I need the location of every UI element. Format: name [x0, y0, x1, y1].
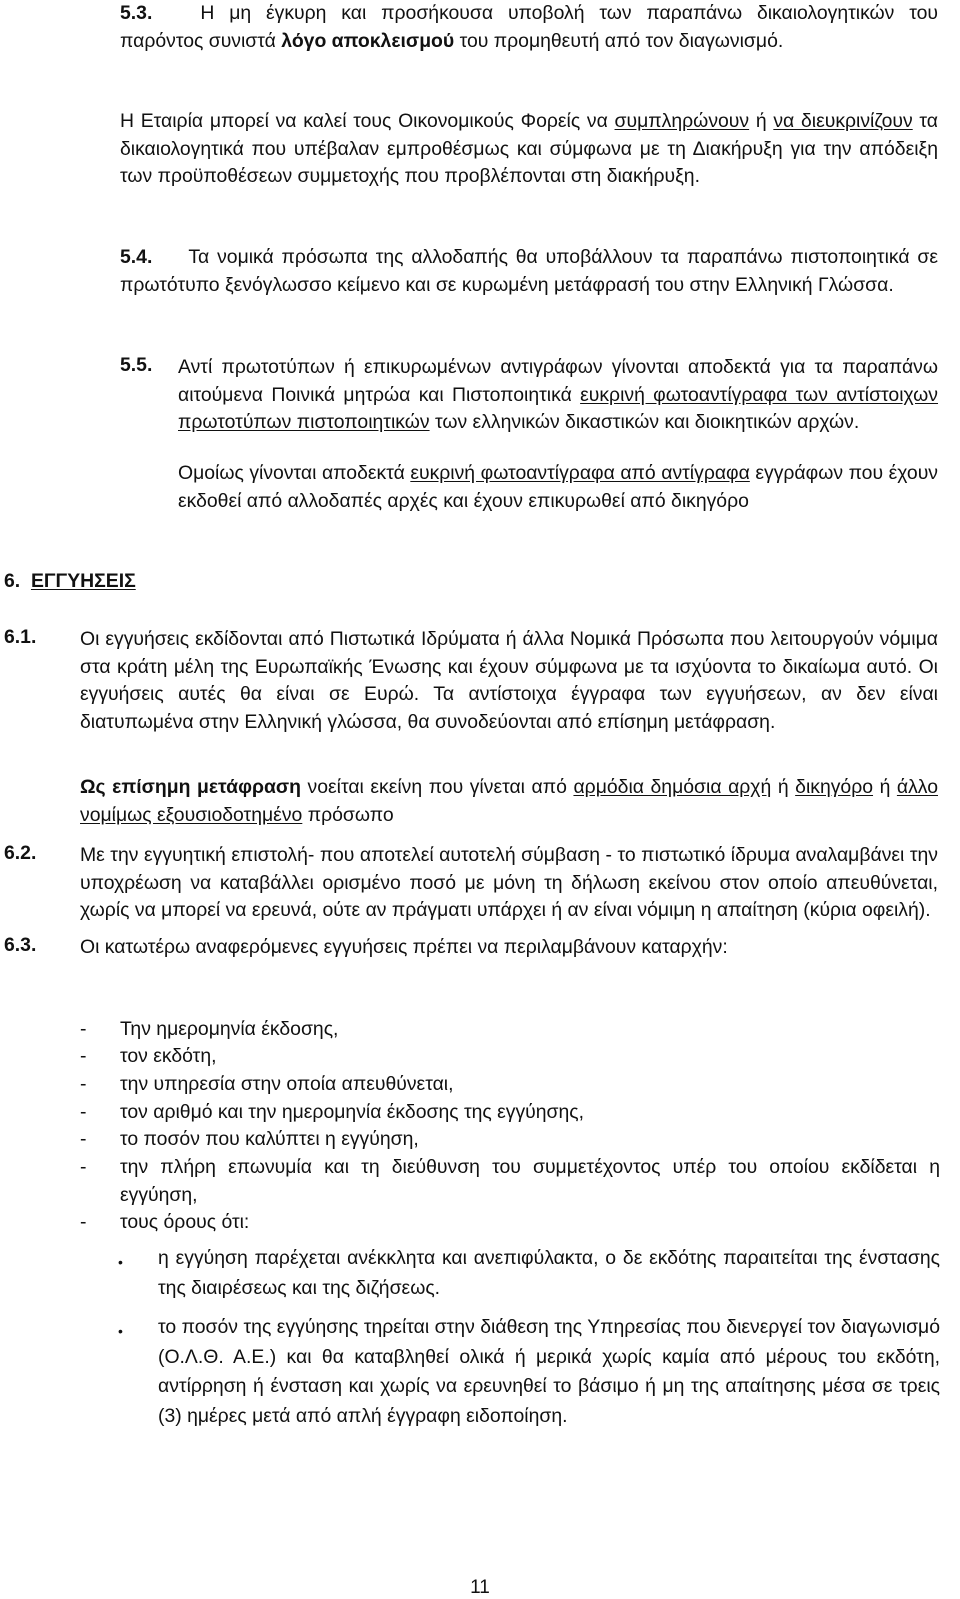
bullet-item: το ποσόν της εγγύησης τηρείται στην διάθεση της Υπηρεσίας που διενεργεί τον διαγωνισμό (Ο.Λ.Θ. Α.Ε.) και θα καταβληθεί ολικά ή μερικά χωρίς καμία από μέρους του εκδότη, αντίρρηση ή ένσταση και χωρίς να ερευνηθεί το βάσιμο ή μη της απαίτησης μέσα σε τρεις (3) ημέρες μετά από απλή έγγραφη ειδοποίηση. — [158, 1316, 940, 1427]
underline-photocopies-of-copies: ευκρινή φωτοαντίγραφα από αντίγραφα — [410, 462, 750, 484]
section-6-title: ΕΓΓΥΗΣΕΙΣ — [30, 570, 136, 592]
list-item: το ποσόν που καλύπτει η εγγύηση, — [120, 1128, 419, 1150]
section-6-1-number: 6.1. — [4, 626, 37, 648]
list-item: τον αριθμό και την ημερομηνία έκδοσης της εγγύησης, — [120, 1101, 585, 1123]
list-dash: - — [80, 1211, 87, 1233]
list-dash: - — [80, 1073, 87, 1095]
section-6-1-para2: Ως επίσημη μετάφραση νοείται εκείνη που γίνεται από αρμόδια δημόσια αρχή ή δικηγόρο ή άλλο νομίμως εξουσιοδοτημένο πρόσωπο — [80, 776, 938, 826]
section-6-3-intro: Οι κατωτέρω αναφερόμενες εγγυήσεις πρέπει να περιλαμβάνουν καταρχήν: — [80, 936, 728, 958]
list-item: Την ημερομηνία έκδοσης, — [120, 1018, 339, 1040]
section-5-3-para1: 5.3. Η μη έγκυρη και προσήκουσα υποβολή των παραπάνω δικαιολογητικών του παρόντος συνιστά λόγο αποκλεισμού του προμηθευτή από τον διαγωνισμό. — [120, 2, 938, 52]
section-6-number: 6. — [4, 570, 21, 592]
section-5-5-para2: Ομοίως γίνονται αποδεκτά ευκρινή φωτοαντίγραφα από αντίγραφα εγγράφων που έχουν εκδοθεί από αλλοδαπές αρχές και έχουν επικυρωθεί από δικηγόρο — [178, 462, 938, 512]
section-5-3-para2: Η Εταιρία μπορεί να καλεί τους Οικονομικούς Φορείς να συμπληρώνουν ή να διευκρινίζουν τα δικαιολογητικά που υπέβαλαν εμπροθέσμως και σύμφωνα με τη Διακήρυξη για την απόδειξη των προϋποθέσεων συμμετοχής που προβλέπονται στη διακήρυξη. — [120, 110, 939, 187]
section-5-5-number: 5.5. — [120, 354, 153, 376]
section-6-2-text: Με την εγγυητική επιστολή- που αποτελεί αυτοτελή σύμβαση - το πιστωτικό ίδρυμα αναλαμβάνει την υποχρέωση να καταβάλλει ορισμένο ποσό με μόνη τη δήλωση εκείνου στον οποίο απευθύνεται, χωρίς να μπορεί να ερευνά, ούτε αν πράγματι υπάρχει ή αν είναι νόμιμη η απαίτηση (κύρια οφειλή). — [80, 844, 938, 921]
page-number: 11 — [470, 1577, 490, 1598]
list-dash: - — [80, 1101, 87, 1123]
section-6-1-para1: Οι εγγυήσεις εκδίδονται από Πιστωτικά Ιδρύματα ή άλλα Νομικά Πρόσωπα που λειτουργούν νόμιμα στα κράτη μέλη της Ευρωπαϊκής Ένωσης και έχουν σύμφωνα με τα ισχύοντα το δικαίωμα αυτό. Οι εγγυήσεις αυτές θα είναι σε Ευρώ. Τα αντίστοιχα έγγραφα των εγγυήσεων, αν δεν είναι διατυπωμένα στην Ελληνική γλώσσα, θα συνοδεύονται από επίσημη μετάφραση. — [80, 628, 938, 733]
section-5-3-number: 5.3. — [120, 2, 153, 24]
section-6-3-number: 6.3. — [4, 934, 37, 956]
list-item: τον εκδότη, — [120, 1045, 217, 1067]
underline-clarify: να διευκρινίζουν — [773, 110, 913, 132]
underline-authorized-person: άλλο νομίμως εξουσιοδοτημένο — [80, 776, 938, 826]
bullet-icon: • — [118, 1254, 123, 1270]
list-dash: - — [80, 1128, 87, 1150]
list-item: την υπηρεσία στην οποία απευθύνεται, — [120, 1073, 454, 1095]
list-item: τους όρους ότι: — [120, 1211, 250, 1233]
list-dash: - — [80, 1018, 87, 1040]
list-item: την πλήρη επωνυμία και τη διεύθυνση του συμμετέχοντος υπέρ του οποίου εκδίδεται η εγγύηση, — [120, 1156, 940, 1206]
section-6-heading — [4, 570, 136, 593]
section-6-2-number: 6.2. — [4, 842, 37, 864]
official-translation-bold: Ως επίσημη μετάφραση — [80, 776, 301, 798]
underline-complete: συμπληρώνουν — [614, 110, 750, 132]
section-5-4: 5.4. Τα νομικά πρόσωπα της αλλοδαπής θα υποβάλλουν τα παραπάνω πιστοποιητικά σε πρωτότυπο ξενόγλωσσο κείμενο και σε κυρωμένη μετάφρασή του στην Ελληνική Γλώσσα. — [120, 246, 938, 296]
underline-lawyer: δικηγόρο — [795, 776, 874, 798]
bullet-item: η εγγύηση παρέχεται ανέκκλητα και ανεπιφύλακτα, ο δε εκδότης παραιτείται της ένστασης της διαιρέσεως και της διζήσεως. — [158, 1247, 940, 1299]
exclusion-reason-bold: λόγο αποκλεισμού — [281, 29, 455, 52]
list-dash: - — [80, 1156, 87, 1178]
list-dash: - — [80, 1045, 87, 1067]
section-5-5-para1: Αντί πρωτοτύπων ή επικυρωμένων αντιγράφων γίνονται αποδεκτά για τα παραπάνω αιτούμενα Ποινικά μητρώα και Πιστοποιητικά ευκρινή φωτοαντίγραφα των αντίστοιχων πρωτοτύπων πιστοποιητικών των ελληνικών δικαστικών και διοικητικών αρχών. — [178, 356, 939, 433]
underline-public-authority: αρμόδια δημόσια αρχή — [573, 776, 772, 798]
bullet-icon: • — [118, 1323, 123, 1339]
underline-clear-photocopies: ευκρινή φωτοαντίγραφα των αντίστοιχων πρωτοτύπων πιστοποιητικών — [178, 383, 939, 433]
section-5-4-number: 5.4. — [120, 246, 153, 268]
